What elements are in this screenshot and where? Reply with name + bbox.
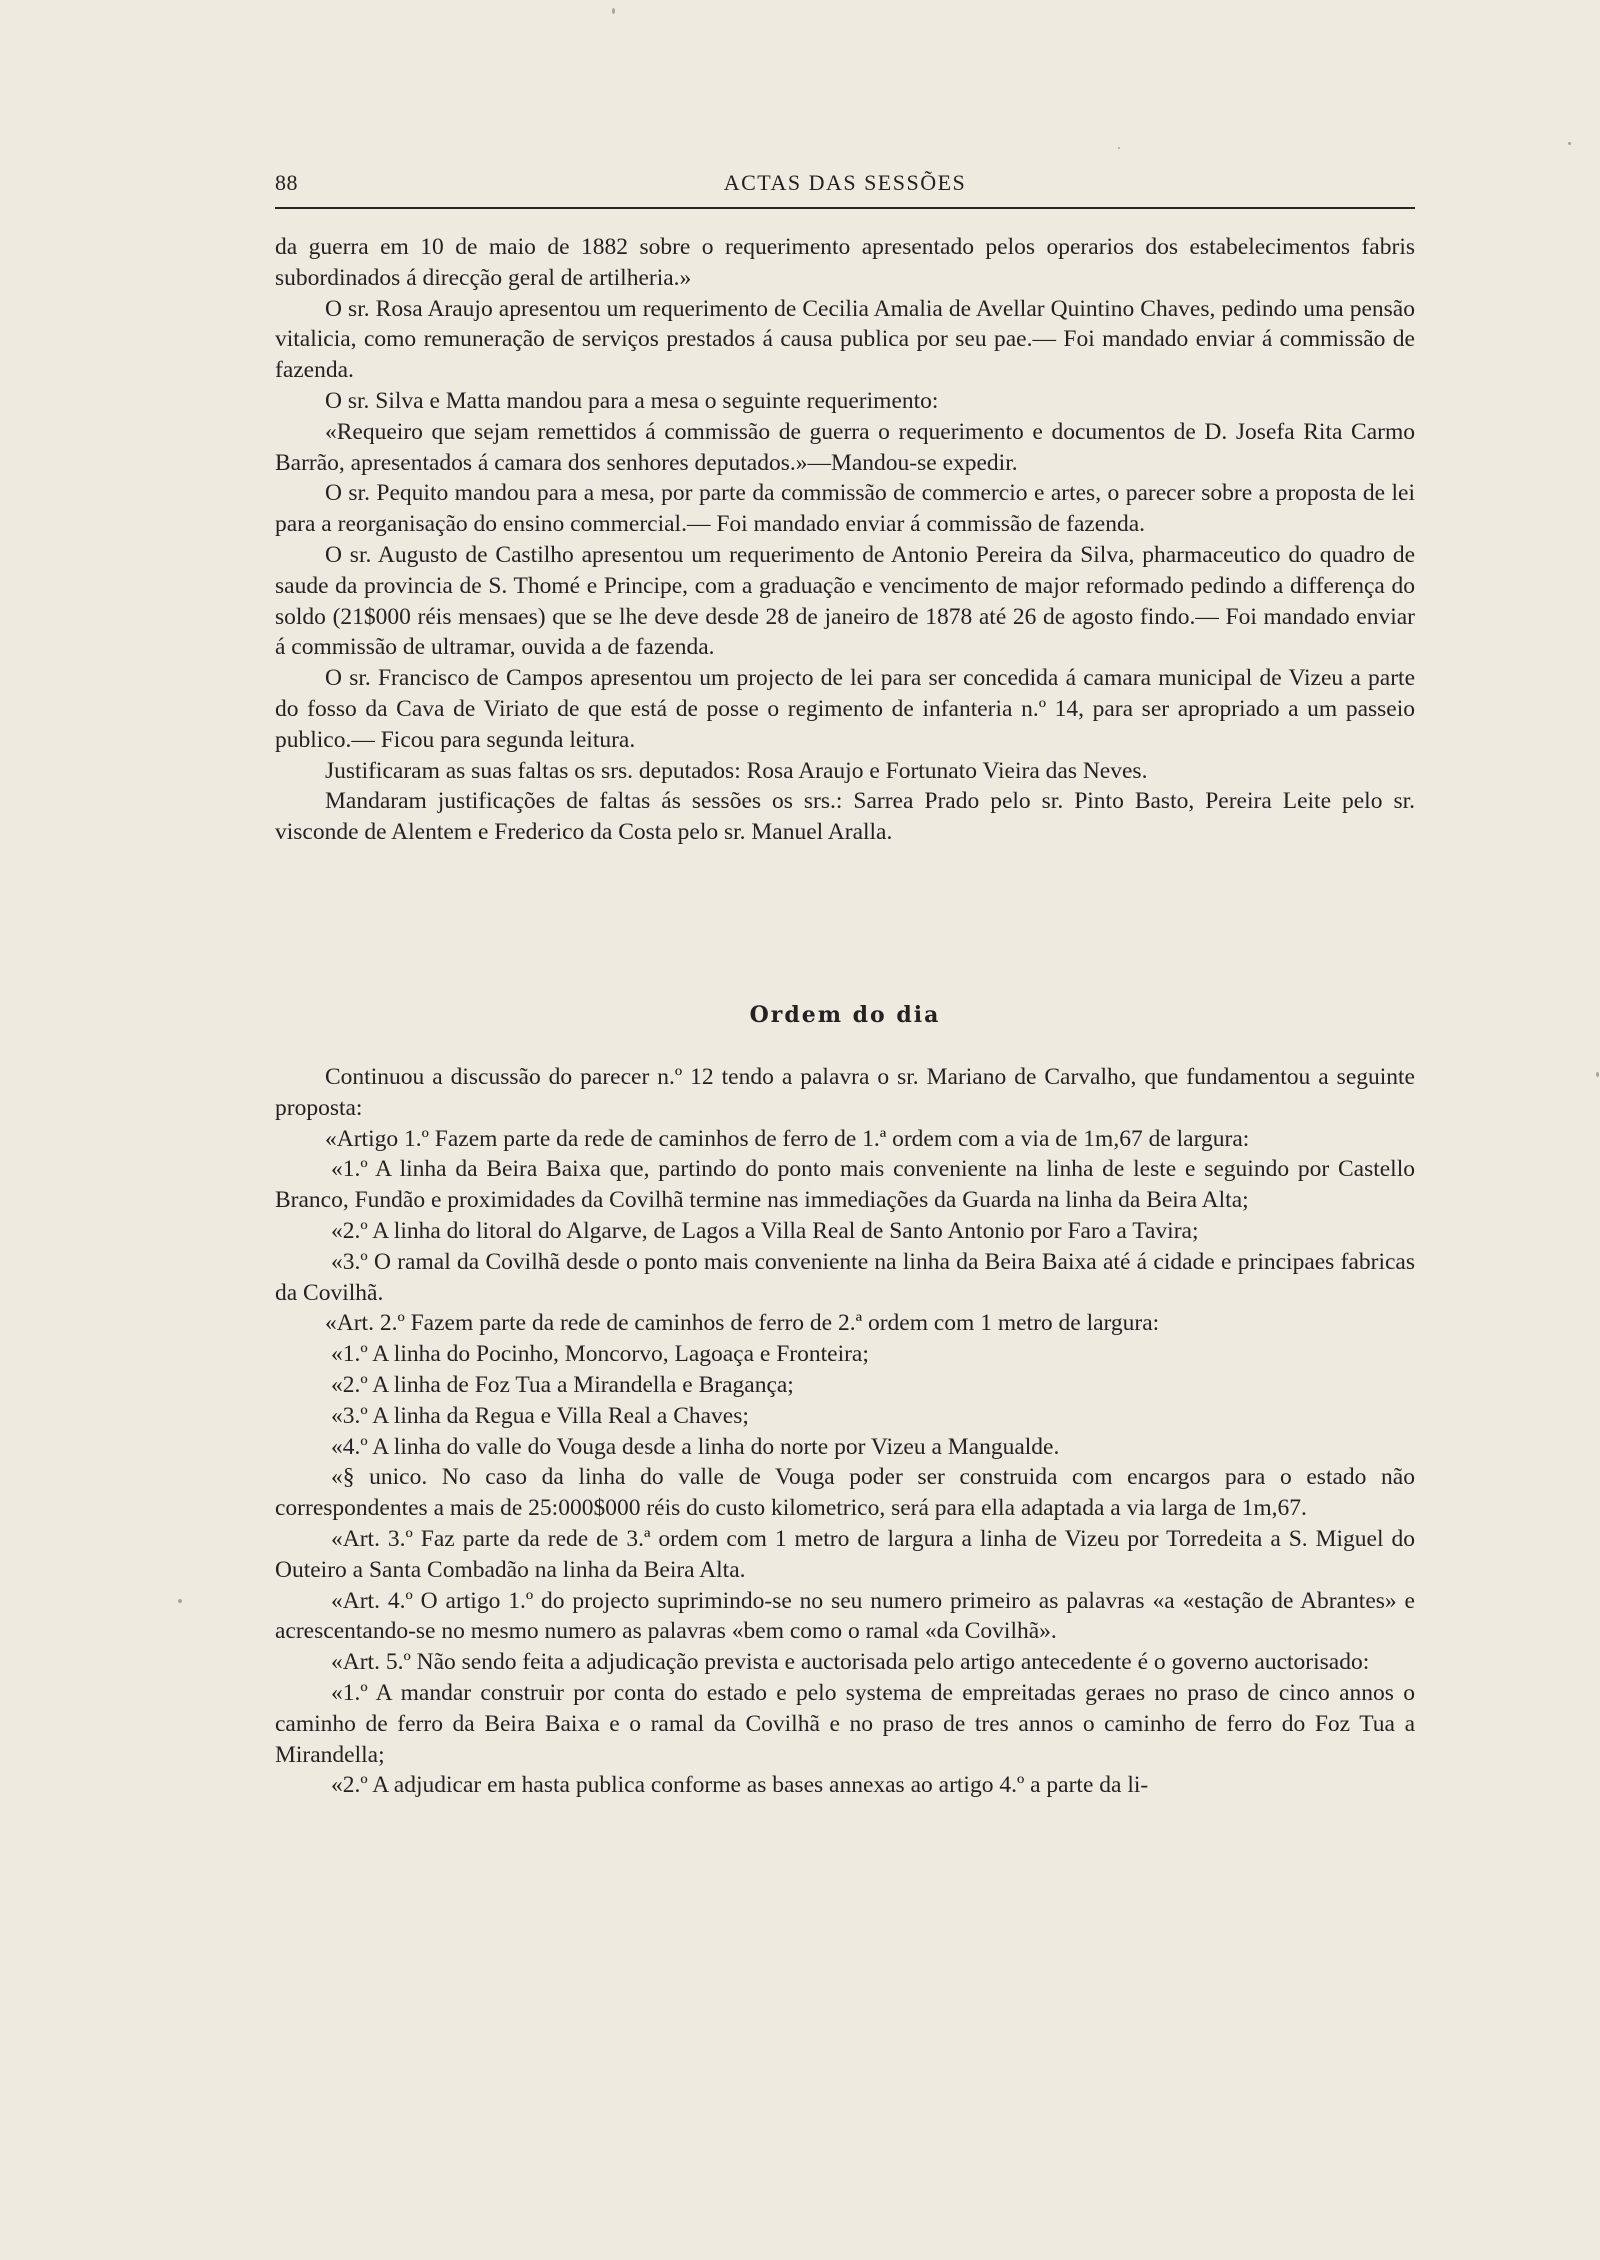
minutes-text-after — [275, 1062, 1415, 1801]
paper-speck — [1596, 1072, 1599, 1077]
minutes-text-before — [275, 232, 1415, 848]
paragraph: «1.º A mandar construir por conta do estado e pelo systema de empreitadas geraes no praso de cinco annos o caminho de ferro da Beira Baixa e o ramal da Covilhã e no praso de tres annos o caminho de ferro do Foz Tua a Mirandella; — [275, 1679, 1415, 1768]
paragraph: O sr. Rosa Araujo apresentou um requerimento de Cecilia Amalia de Avellar Quintino Chaves, pedindo uma pensão vitalicia, como remuneração de serviços prestados á causa publica por seu pae.— Foi mandado enviar á commissão de fazenda. — [275, 295, 1415, 384]
paragraph: «4.º A linha do valle do Vouga desde a linha do norte por Vizeu a Mangualde. — [331, 1433, 1060, 1460]
running-head — [275, 170, 1415, 206]
page-number: 88 — [275, 170, 298, 195]
paragraph: O sr. Silva e Matta mandou para a mesa o seguinte requerimento: — [325, 387, 939, 414]
paragraph: «Requeiro que sejam remettidos á commissão de guerra o requerimento e documentos de D. Josefa Rita Carmo Barrão, apresentados á camara dos senhores deputados.»—Mandou-se expedir. — [275, 418, 1415, 476]
paragraph: Mandaram justificações de faltas ás sessões os srs.: Sarrea Prado pelo sr. Pinto Basto, Pereira Leite pelo sr. visconde de Alentem e Frederico da Costa pelo sr. Manuel Aralla. — [275, 788, 1415, 846]
paragraph: da guerra em 10 de maio de 1882 sobre o requerimento apresentado pelos operarios dos estabelecimentos fabris subordinados á direcção geral de artilheria.» — [275, 234, 1415, 291]
header-rule — [275, 207, 1415, 209]
paper-speck — [1118, 147, 1120, 149]
paragraph: «Artigo 1.º Fazem parte da rede de caminhos de ferro de 1.ª ordem com a via de 1m,67 de largura: — [325, 1125, 1250, 1152]
paragraph: Justificaram as suas faltas os srs. deputados: Rosa Araujo e Fortunato Vieira das Neves. — [325, 757, 1148, 784]
paragraph: «2.º A linha do litoral do Algarve, de Lagos a Villa Real de Santo Antonio por Faro a Tavira; — [331, 1217, 1199, 1244]
paragraph: «Art. 3.º Faz parte da rede de 3.ª ordem com 1 metro de largura a linha de Vizeu por Torredeita a S. Miguel do Outeiro a Santa Combadão na linha da Beira Alta. — [275, 1525, 1415, 1583]
paragraph: O sr. Francisco de Campos apresentou um projecto de lei para ser concedida á camara municipal de Vizeu a parte do fosso da Cava de Viriato de que está de posse o regimento de infanteria n.º 14, para ser apropriado a um passeio publico.— Ficou para segunda leitura. — [275, 665, 1415, 753]
section-heading: Ordem do dia — [749, 1002, 941, 1028]
paper-speck — [178, 1599, 182, 1603]
paragraph: O sr. Pequito mandou para a mesa, por parte da commissão de commercio e artes, o parecer sobre a proposta de lei para a reorganisação do ensino commercial.— Foi mandado enviar á commissão de fazenda. — [275, 480, 1415, 538]
paragraph: «3.º A linha da Regua e Villa Real a Chaves; — [331, 1402, 749, 1429]
paragraph: «1.º A linha do Pocinho, Moncorvo, Lagoaça e Fronteira; — [331, 1341, 869, 1368]
paragraph: «Art. 5.º Não sendo feita a adjudicação prevista e auctorisada pelo artigo antecedente é o governo auctorisado: — [331, 1649, 1370, 1676]
paragraph: «§ unico. No caso da linha do valle de Vouga poder ser construida com encargos para o estado não correspondentes a mais de 25:000$000 réis do custo kilometrico, será para ella adaptada a via larga de 1m,67. — [275, 1464, 1415, 1522]
paragraph: «2.º A adjudicar em hasta publica conforme as bases annexas ao artigo 4.º a parte da li- — [331, 1772, 1149, 1799]
paragraph: «1.º A linha da Beira Baixa que, partindo do ponto mais conveniente na linha de leste e seguindo por Castello Branco, Fundão e proximidades da Covilhã termine nas immediações da Guarda na linha da Beira Alta; — [275, 1156, 1415, 1214]
paragraph: «3.º O ramal da Covilhã desde o ponto mais conveniente na linha da Beira Baixa até á cidade e principaes fabricas da Covilhã. — [275, 1248, 1415, 1306]
paragraph: «Art. 2.º Fazem parte da rede de caminhos de ferro de 2.ª ordem com 1 metro de largura: — [325, 1310, 1160, 1337]
paragraph: Continuou a discussão do parecer n.º 12 tendo a palavra o sr. Mariano de Carvalho, que fundamentou a seguinte proposta: — [275, 1064, 1415, 1121]
header-title: ACTAS DAS SESSÕES — [723, 170, 967, 195]
paragraph: «2.º A linha de Foz Tua a Mirandella e Bragança; — [331, 1371, 794, 1398]
paper-speck — [612, 8, 615, 14]
paragraph: O sr. Augusto de Castilho apresentou um requerimento de Antonio Pereira da Silva, pharmaceutico do quadro de saude da provincia de S. Thomé e Principe, com a graduação e vencimento de major reformado pedindo a differença do soldo (21$000 réis mensaes) que se lhe deve desde 28 de janeiro de 1878 até 26 de agosto findo.— Foi mandado enviar á commissão de ultramar, ouvida a de fazenda. — [275, 541, 1415, 661]
paper-speck — [1568, 142, 1571, 145]
paragraph: «Art. 4.º O artigo 1.º do projecto suprimindo-se no seu numero primeiro as palavras «a «estação de Abrantes» e acrescentando-se no mesmo numero as palavras «bem como o ramal «da Covilhã». — [275, 1587, 1415, 1645]
